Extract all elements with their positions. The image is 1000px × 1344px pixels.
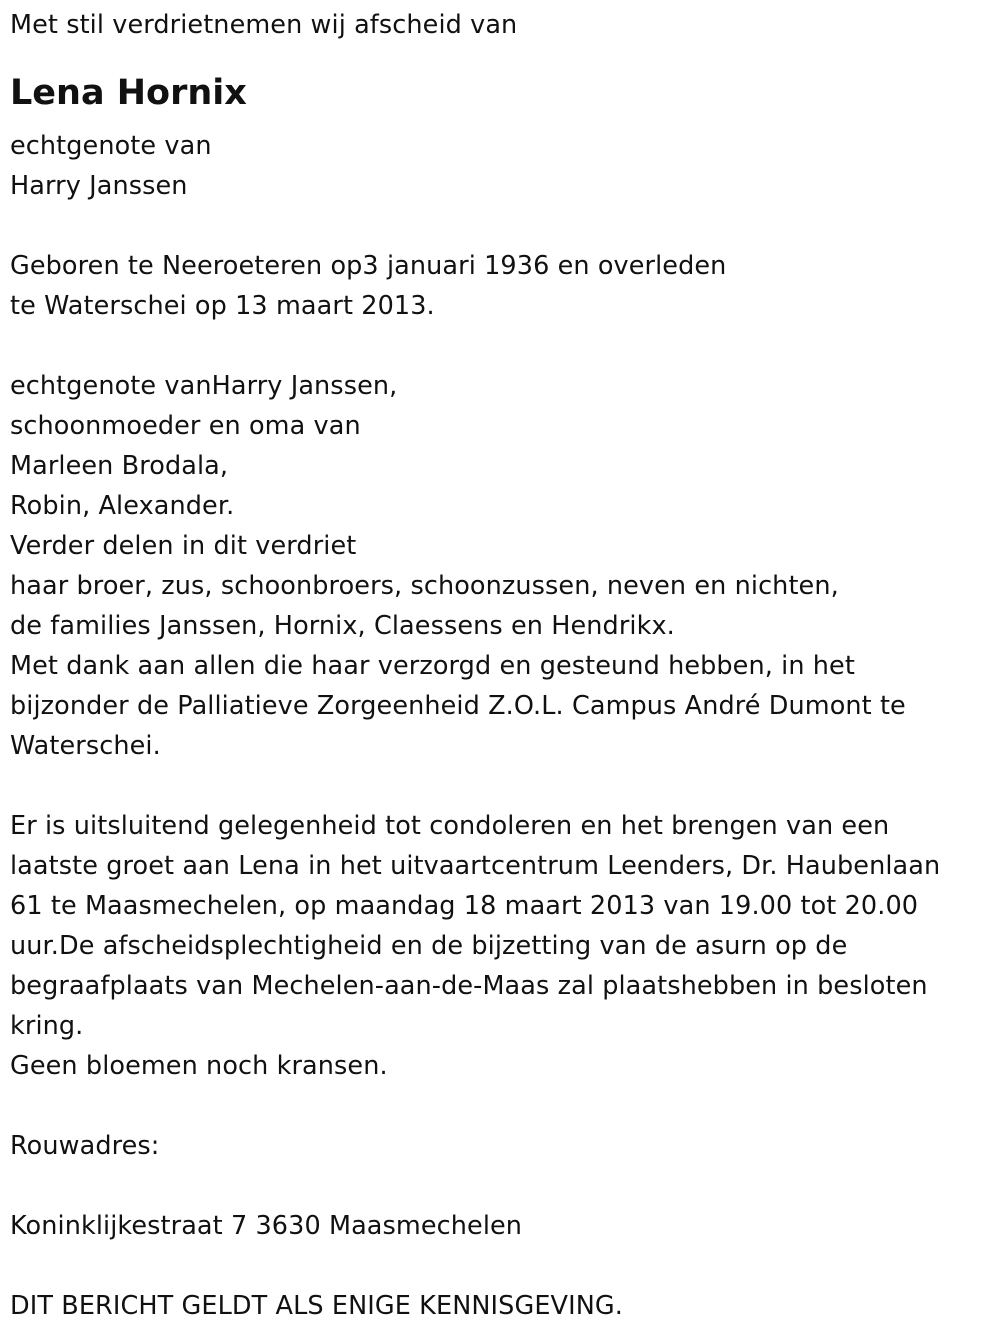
obituary-document — [10, 0, 995, 1326]
ceremony-line: 61 te Maasmechelen, op maandag 18 maart 2013 van 19.00 tot 20.00 — [10, 891, 919, 921]
birth-line: Geboren te Neeroeteren op3 januari 1936 en overleden — [10, 251, 727, 281]
ceremony-line: Er is uitsluitend gelegenheid tot condoleren en het brengen van een — [10, 811, 890, 841]
ceremony-line: kring. — [10, 1011, 84, 1041]
spacer — [10, 326, 995, 366]
spacer — [10, 1086, 995, 1126]
birth-death-paragraph — [10, 246, 995, 326]
death-line: te Waterschei op 13 maart 2013. — [10, 291, 435, 321]
deceased-name: Lena Hornix — [10, 73, 247, 113]
intro-text: Met stil verdrietnemen wij afscheid van — [10, 10, 518, 40]
official-notice: DIT BERICHT GELDT ALS ENIGE KENNISGEVING. — [10, 1291, 623, 1321]
family-line: Robin, Alexander. — [10, 491, 235, 521]
name-block — [10, 45, 995, 126]
mourning-address: Koninklijkestraat 7 3630 Maasmechelen — [10, 1211, 523, 1241]
family-line: echtgenote vanHarry Janssen, — [10, 371, 398, 401]
family-line: bijzonder de Palliatieve Zorgeenheid Z.O.L. Campus André Dumont te — [10, 691, 906, 721]
ceremony-line: laatste groet aan Lena in het uitvaartcentrum Leenders, Dr. Haubenlaan — [10, 851, 941, 881]
spouse-name: Harry Janssen — [10, 171, 188, 201]
family-line: Verder delen in dit verdriet — [10, 531, 357, 561]
spacer — [10, 1246, 995, 1286]
spouse-prefix: echtgenote van — [10, 131, 212, 161]
ceremony-line: uur.De afscheidsplechtigheid en de bijzetting van de asurn op de — [10, 931, 848, 961]
family-paragraph — [10, 366, 995, 766]
family-line: de families Janssen, Hornix, Claessens en Hendrikx. — [10, 611, 675, 641]
spacer — [10, 766, 995, 806]
family-line: Met dank aan allen die haar verzorgd en gesteund hebben, in het — [10, 651, 855, 681]
ceremony-line: Geen bloemen noch kransen. — [10, 1051, 388, 1081]
spacer — [10, 206, 995, 246]
family-line: schoonmoeder en oma van — [10, 411, 361, 441]
ceremony-line: begraafplaats van Mechelen-aan-de-Maas zal plaatshebben in besloten — [10, 971, 928, 1001]
family-line: Marleen Brodala, — [10, 451, 229, 481]
ceremony-paragraph — [10, 806, 995, 1086]
address-label: Rouwadres: — [10, 1131, 160, 1161]
family-line: Waterschei. — [10, 731, 161, 761]
spacer — [10, 1166, 995, 1206]
family-line: haar broer, zus, schoonbroers, schoonzussen, neven en nichten, — [10, 571, 839, 601]
